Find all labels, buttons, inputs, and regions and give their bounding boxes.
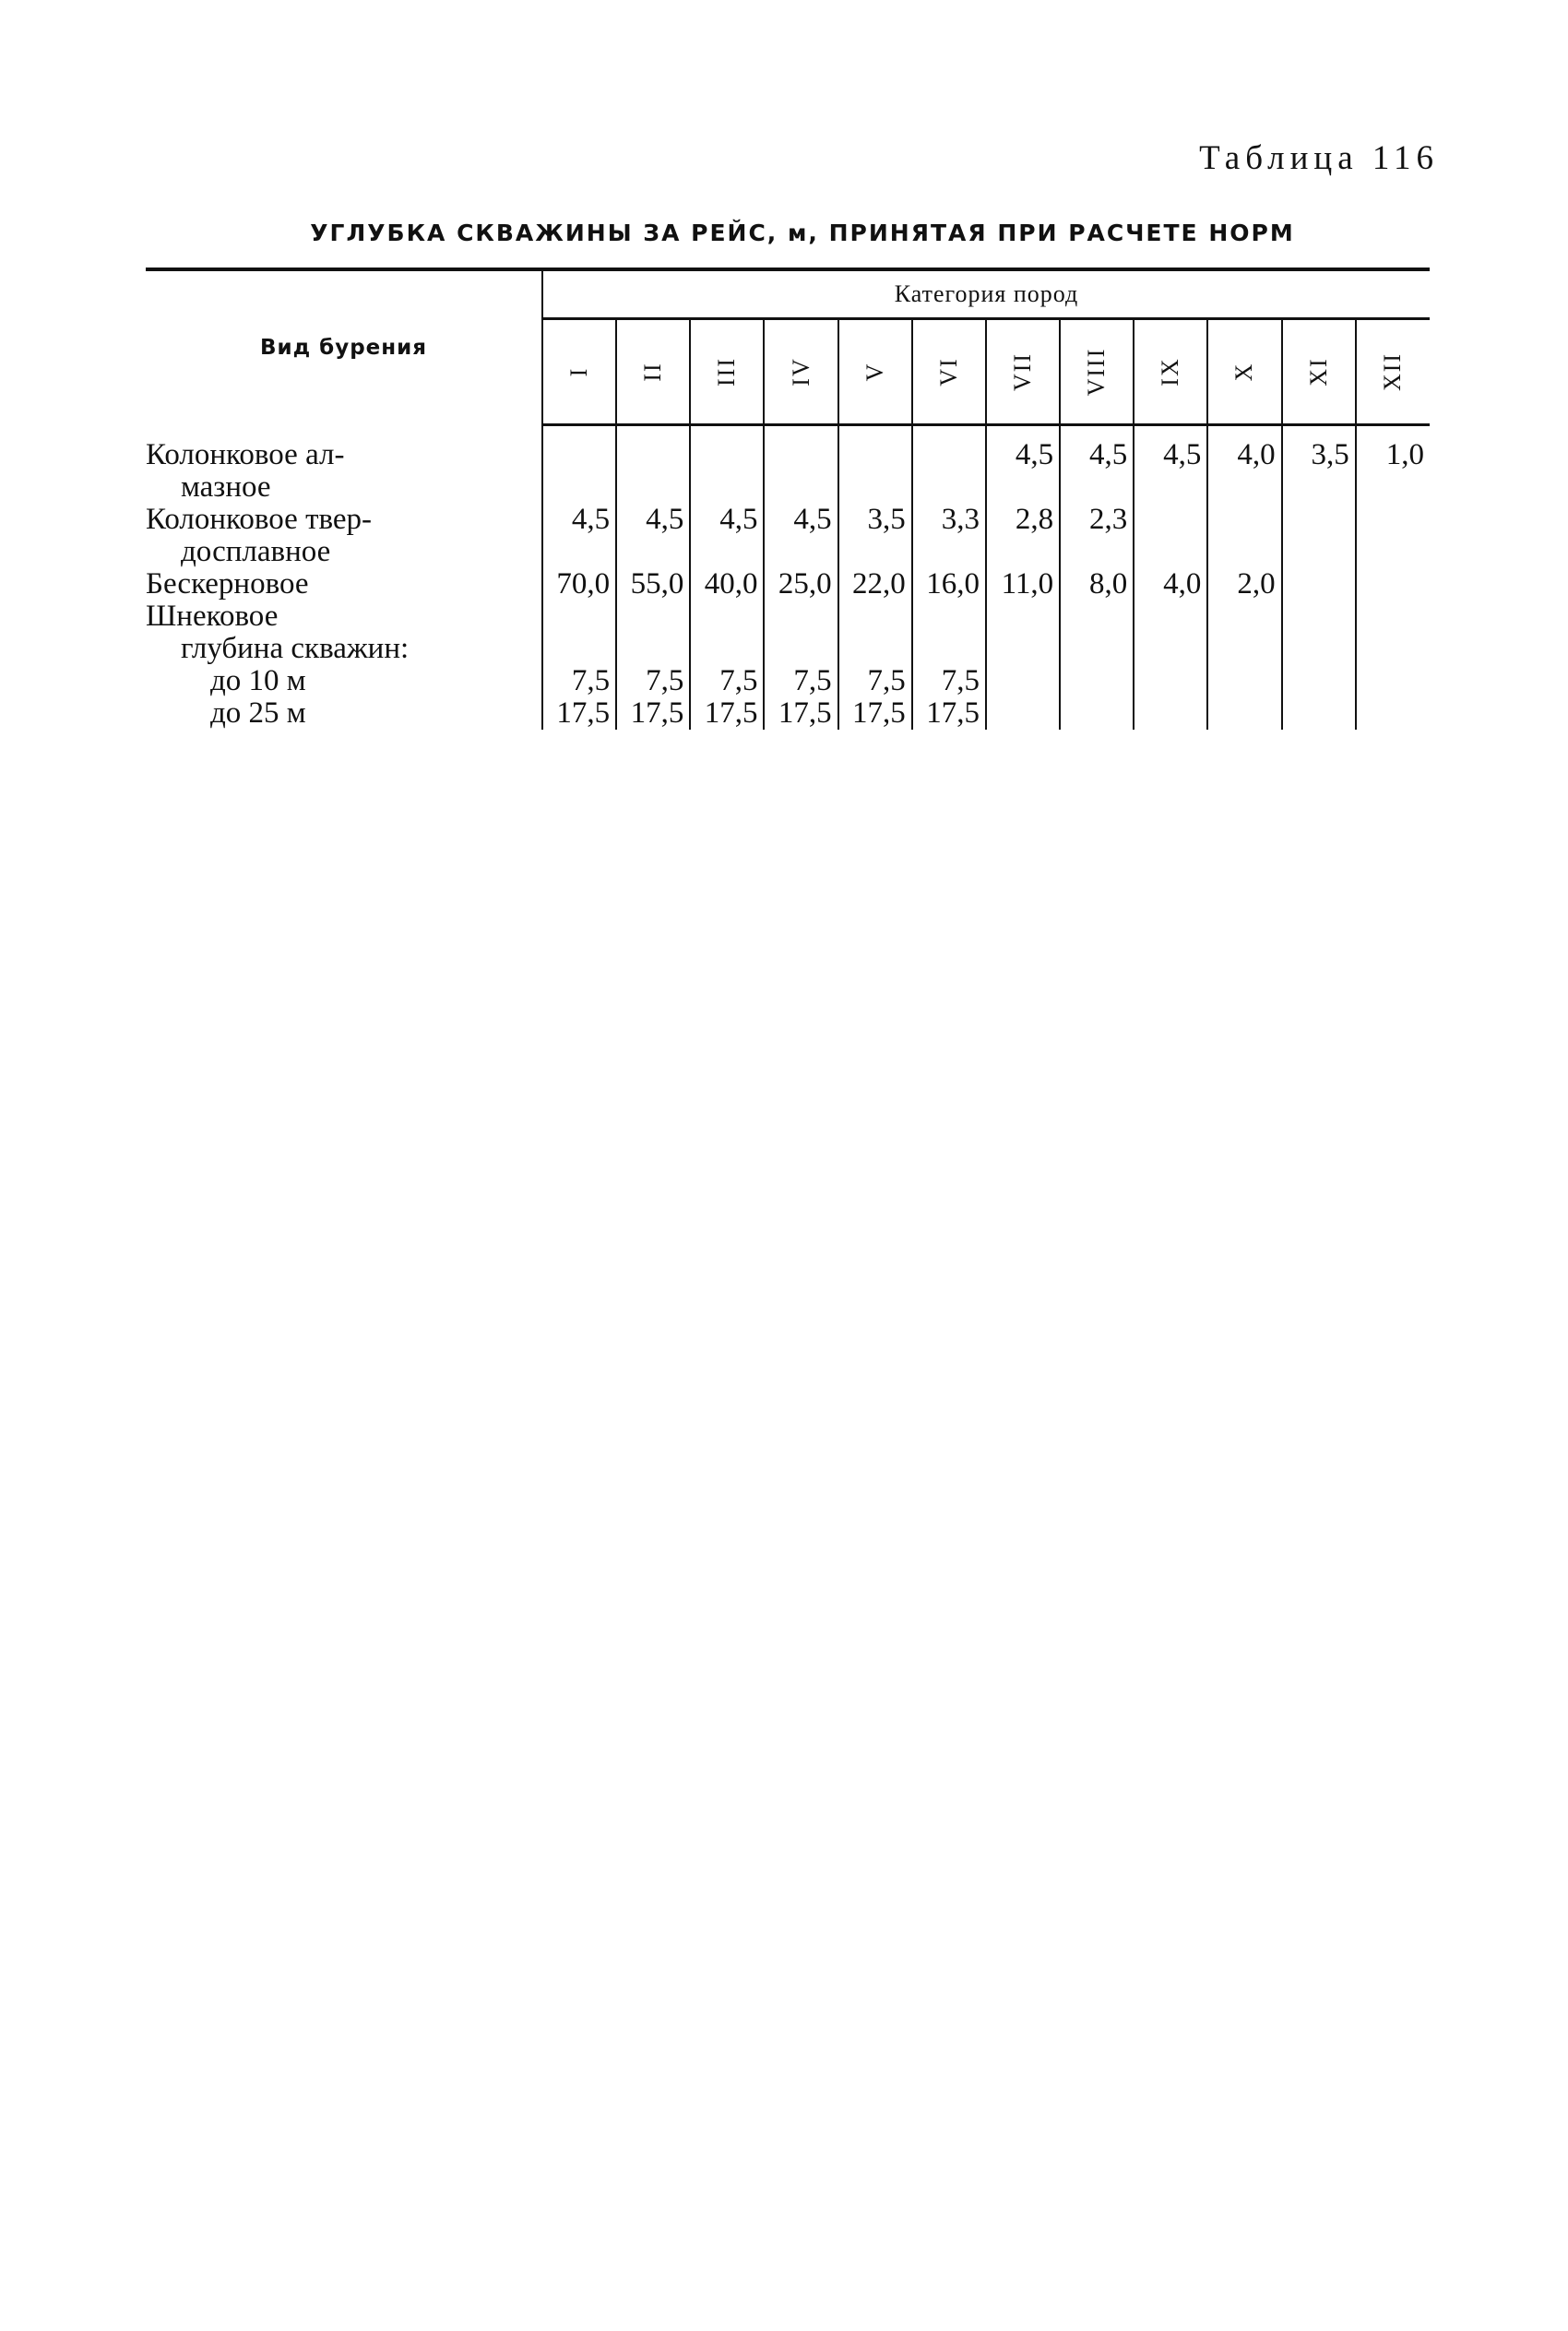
category-label: II — [639, 362, 667, 382]
value-cell: 3,5 — [838, 504, 912, 568]
value-cell: 11,0 — [986, 568, 1060, 601]
row-label — [146, 697, 542, 730]
value-cell: 7,5 — [764, 665, 837, 697]
row-label-line: Бескерновое — [146, 567, 309, 601]
value-cell — [1356, 504, 1430, 568]
category-header-v — [838, 319, 912, 425]
value-cell — [764, 601, 837, 665]
category-header-vi — [912, 319, 986, 425]
table-row — [146, 568, 1430, 601]
row-label-line: Шнековое — [146, 600, 279, 633]
table-spacer-row — [146, 425, 1430, 440]
value-cell — [1134, 504, 1207, 568]
value-cell: 22,0 — [838, 568, 912, 601]
value-cell — [1060, 697, 1134, 730]
value-cell — [838, 439, 912, 504]
category-header-iii — [690, 319, 764, 425]
category-header-viii — [1060, 319, 1134, 425]
value-cell — [912, 601, 986, 665]
table-row — [146, 665, 1430, 697]
value-cell — [1356, 665, 1430, 697]
category-label: IV — [787, 357, 814, 387]
value-cell: 17,5 — [838, 697, 912, 730]
value-cell: 4,5 — [571, 503, 611, 536]
value-cell: 2,0 — [1207, 568, 1281, 601]
value-cell — [1282, 665, 1356, 697]
value-cell: 7,5 — [690, 665, 764, 697]
value-cell — [1282, 568, 1356, 601]
row-label-line: досплавное — [181, 535, 331, 568]
value-cell: 4,5 — [1134, 439, 1207, 504]
value-cell: 7,5 — [571, 664, 611, 697]
value-cell: 55,0 — [616, 568, 690, 601]
row-label-line: до 10 м — [210, 664, 306, 697]
value-cell — [1207, 504, 1281, 568]
column-header-drilling-type: Вид бурения — [146, 269, 542, 425]
table-row — [146, 439, 1430, 504]
value-cell: 8,0 — [1060, 568, 1134, 601]
value-cell — [912, 439, 986, 504]
value-cell — [1356, 601, 1430, 665]
table-row — [146, 601, 1430, 665]
table-row — [146, 504, 1430, 568]
value-cell — [690, 601, 764, 665]
category-label: VI — [934, 357, 962, 387]
value-cell: 7,5 — [616, 665, 690, 697]
value-cell: 1,0 — [1356, 439, 1430, 504]
value-cell — [986, 697, 1060, 730]
value-cell: 4,5 — [986, 439, 1060, 504]
value-cell — [1282, 504, 1356, 568]
table-row — [146, 697, 1430, 730]
value-cell — [542, 439, 616, 504]
category-header-xii — [1356, 319, 1430, 425]
column-group-header-rock-category: Категория пород — [542, 269, 1430, 319]
category-label: X — [1230, 362, 1258, 382]
value-cell — [1356, 697, 1430, 730]
value-cell: 2,8 — [986, 504, 1060, 568]
row-label-line: до 25 м — [210, 696, 306, 730]
value-cell: 3,3 — [912, 504, 986, 568]
row-label — [146, 568, 542, 601]
value-cell: 17,5 — [690, 697, 764, 730]
value-cell: 17,5 — [616, 697, 690, 730]
value-cell: 4,5 — [616, 504, 690, 568]
row-label-line: Колонковое твер- — [146, 503, 373, 536]
value-cell — [1134, 601, 1207, 665]
value-cell — [1356, 568, 1430, 601]
row-label-line: мазное — [181, 470, 271, 504]
category-label: VII — [1009, 351, 1037, 392]
category-label: IX — [1157, 357, 1184, 387]
value-cell — [1134, 665, 1207, 697]
value-cell: 17,5 — [764, 697, 837, 730]
category-label: I — [565, 366, 593, 377]
value-cell: 25,0 — [764, 568, 837, 601]
table-number: Таблица 116 — [1199, 139, 1439, 177]
value-cell — [838, 601, 912, 665]
value-cell — [1060, 601, 1134, 665]
category-label: V — [861, 362, 888, 382]
value-cell: 4,5 — [690, 504, 764, 568]
row-label — [146, 665, 542, 697]
value-cell — [542, 601, 616, 665]
value-cell: 4,5 — [1060, 439, 1134, 504]
value-cell: 4,5 — [764, 504, 837, 568]
row-label-line: Колонковое ал- — [146, 438, 345, 471]
value-cell — [690, 439, 764, 504]
value-cell — [1282, 601, 1356, 665]
value-cell — [1134, 697, 1207, 730]
value-cell — [1060, 665, 1134, 697]
value-cell: 2,3 — [1060, 504, 1134, 568]
category-header-i — [542, 319, 616, 425]
value-cell: 16,0 — [912, 568, 986, 601]
category-header-vii — [986, 319, 1060, 425]
value-cell: 7,5 — [838, 665, 912, 697]
value-cell: 3,5 — [1282, 439, 1356, 504]
value-cell: 7,5 — [912, 665, 986, 697]
category-header-ix — [1134, 319, 1207, 425]
category-label: XII — [1379, 351, 1407, 392]
category-label: III — [713, 357, 741, 387]
value-cell — [764, 439, 837, 504]
row-label — [146, 504, 542, 568]
category-header-x — [1207, 319, 1281, 425]
category-header-iv — [764, 319, 837, 425]
row-label — [146, 439, 542, 504]
row-label-line: глубина скважин: — [181, 632, 410, 665]
value-cell — [1207, 665, 1281, 697]
table-title: УГЛУБКА СКВАЖИНЫ ЗА РЕЙС, м, ПРИНЯТАЯ ПРИ РАСЧЕТЕ НОРМ — [310, 220, 1295, 246]
row-label — [146, 601, 542, 665]
drilling-depth-table — [146, 268, 1430, 730]
value-cell — [1207, 601, 1281, 665]
category-header-xi — [1282, 319, 1356, 425]
value-cell: 70,0 — [556, 567, 611, 601]
value-cell — [616, 439, 690, 504]
value-cell: 4,0 — [1134, 568, 1207, 601]
category-label: XI — [1304, 357, 1332, 387]
category-header-ii — [616, 319, 690, 425]
value-cell — [1207, 697, 1281, 730]
value-cell — [986, 601, 1060, 665]
value-cell — [986, 665, 1060, 697]
value-cell — [616, 601, 690, 665]
value-cell: 17,5 — [912, 697, 986, 730]
value-cell: 40,0 — [690, 568, 764, 601]
value-cell — [1282, 697, 1356, 730]
category-label: VIII — [1083, 347, 1111, 397]
value-cell: 17,5 — [556, 696, 611, 730]
value-cell: 4,0 — [1207, 439, 1281, 504]
